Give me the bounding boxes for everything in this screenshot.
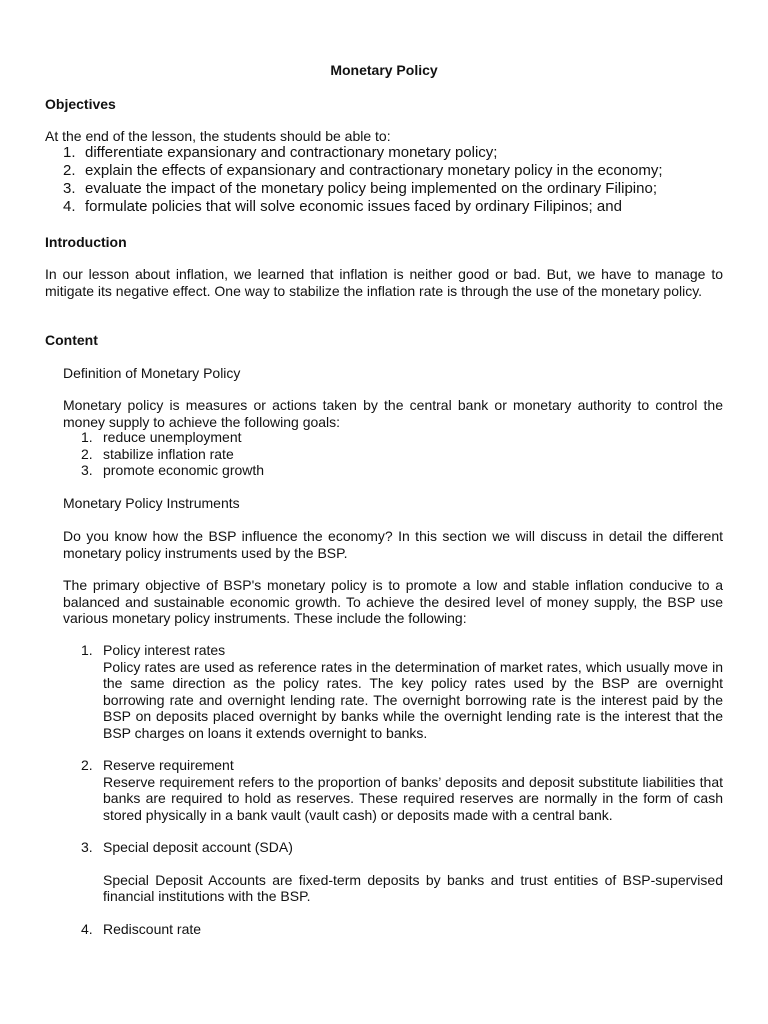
list-text: stabilize inflation rate <box>103 445 234 462</box>
list-text: formulate policies that will solve economic issues faced by ordinary Filipinos; and <box>85 198 622 215</box>
introduction-text: In our lesson about inflation, we learned that inflation is neither good or bad. But, we have to manage to mitigate its negative effect. One way to stabilize the inflation rate is through the use of the monetary policy. <box>45 266 723 299</box>
list-number: 1. <box>81 429 93 445</box>
list-number: 3. <box>63 180 76 197</box>
instrument-description: Reserve requirement refers to the proportion of banks’ deposits and deposit substitute liabilities that banks are required to hold as reserves. These required reserves are normally in the form of cash stored physically in a bank vault (vault cash) or deposits made with a central bank. <box>103 773 723 823</box>
list-number: 4. <box>63 198 76 215</box>
list-number: 3. <box>81 462 93 478</box>
instruments-intro: Do you know how the BSP influence the economy? In this section we will discuss in detail the different monetary policy instruments used by the BSP. <box>63 528 723 561</box>
list-item <box>63 144 663 162</box>
definition-text: Monetary policy is measures or actions taken by the central bank or monetary authority to control the money supply to achieve the following goals: <box>63 397 723 430</box>
instrument-item <box>81 642 723 741</box>
list-item <box>63 180 663 198</box>
list-text: evaluate the impact of the monetary policy being implemented on the ordinary Filipino; <box>85 180 657 197</box>
objectives-heading: Objectives <box>45 96 116 112</box>
instrument-description: Special Deposit Accounts are fixed-term deposits by banks and trust entities of BSP-supervised financial institutions with the BSP. <box>103 871 723 904</box>
list-number: 1. <box>63 144 76 161</box>
goals-list <box>81 429 264 479</box>
instrument-item <box>81 921 723 938</box>
page-title: Monetary Policy <box>330 62 438 78</box>
instrument-number: 3. <box>81 839 93 855</box>
list-item <box>81 462 264 479</box>
list-item <box>81 429 264 446</box>
instrument-item <box>81 839 723 905</box>
list-text: explain the effects of expansionary and contractionary monetary policy in the economy; <box>85 162 663 179</box>
list-number: 2. <box>81 445 93 462</box>
instrument-name: Policy interest rates <box>103 642 226 658</box>
list-item <box>63 198 663 216</box>
list-item <box>81 446 264 463</box>
instrument-number: 4. <box>81 921 93 937</box>
instrument-description: Policy rates are used as reference rates in the determination of market rates, which usually move in the same direction as the policy rates. The key policy rates used by the BSP are overnight borrowing rate and overnight lending rate. The overnight borrowing rate is the interest paid by the BSP on deposits placed overnight by banks while the overnight lending rate is the interest that the BSP charges on loans it extends overnight to banks. <box>103 658 723 741</box>
instruments-heading: Monetary Policy Instruments <box>63 495 240 511</box>
objectives-list <box>63 144 663 216</box>
instrument-number: 2. <box>81 757 93 773</box>
list-number: 2. <box>63 162 76 179</box>
primary-objective-text: The primary objective of BSP's monetary policy is to promote a low and stable inflation conducive to a balanced and sustainable economic growth. To achieve the desired level of money supply, the BSP use various monetary policy instruments. These include the following: <box>63 577 723 626</box>
list-item <box>63 162 663 180</box>
list-text: promote economic growth <box>103 462 265 478</box>
instrument-name: Reserve requirement <box>103 757 234 773</box>
instrument-name: Special deposit account (SDA) <box>103 839 293 855</box>
instrument-name: Rediscount rate <box>103 921 202 937</box>
instrument-item <box>81 757 723 823</box>
definition-heading: Definition of Monetary Policy <box>63 365 241 381</box>
list-text: reduce unemployment <box>103 429 242 445</box>
content-heading: Content <box>45 332 98 348</box>
list-text: differentiate expansionary and contractionary monetary policy; <box>85 144 498 161</box>
instrument-number: 1. <box>81 642 93 658</box>
objectives-intro: At the end of the lesson, the students should be able to: <box>45 128 391 144</box>
introduction-heading: Introduction <box>45 234 127 250</box>
